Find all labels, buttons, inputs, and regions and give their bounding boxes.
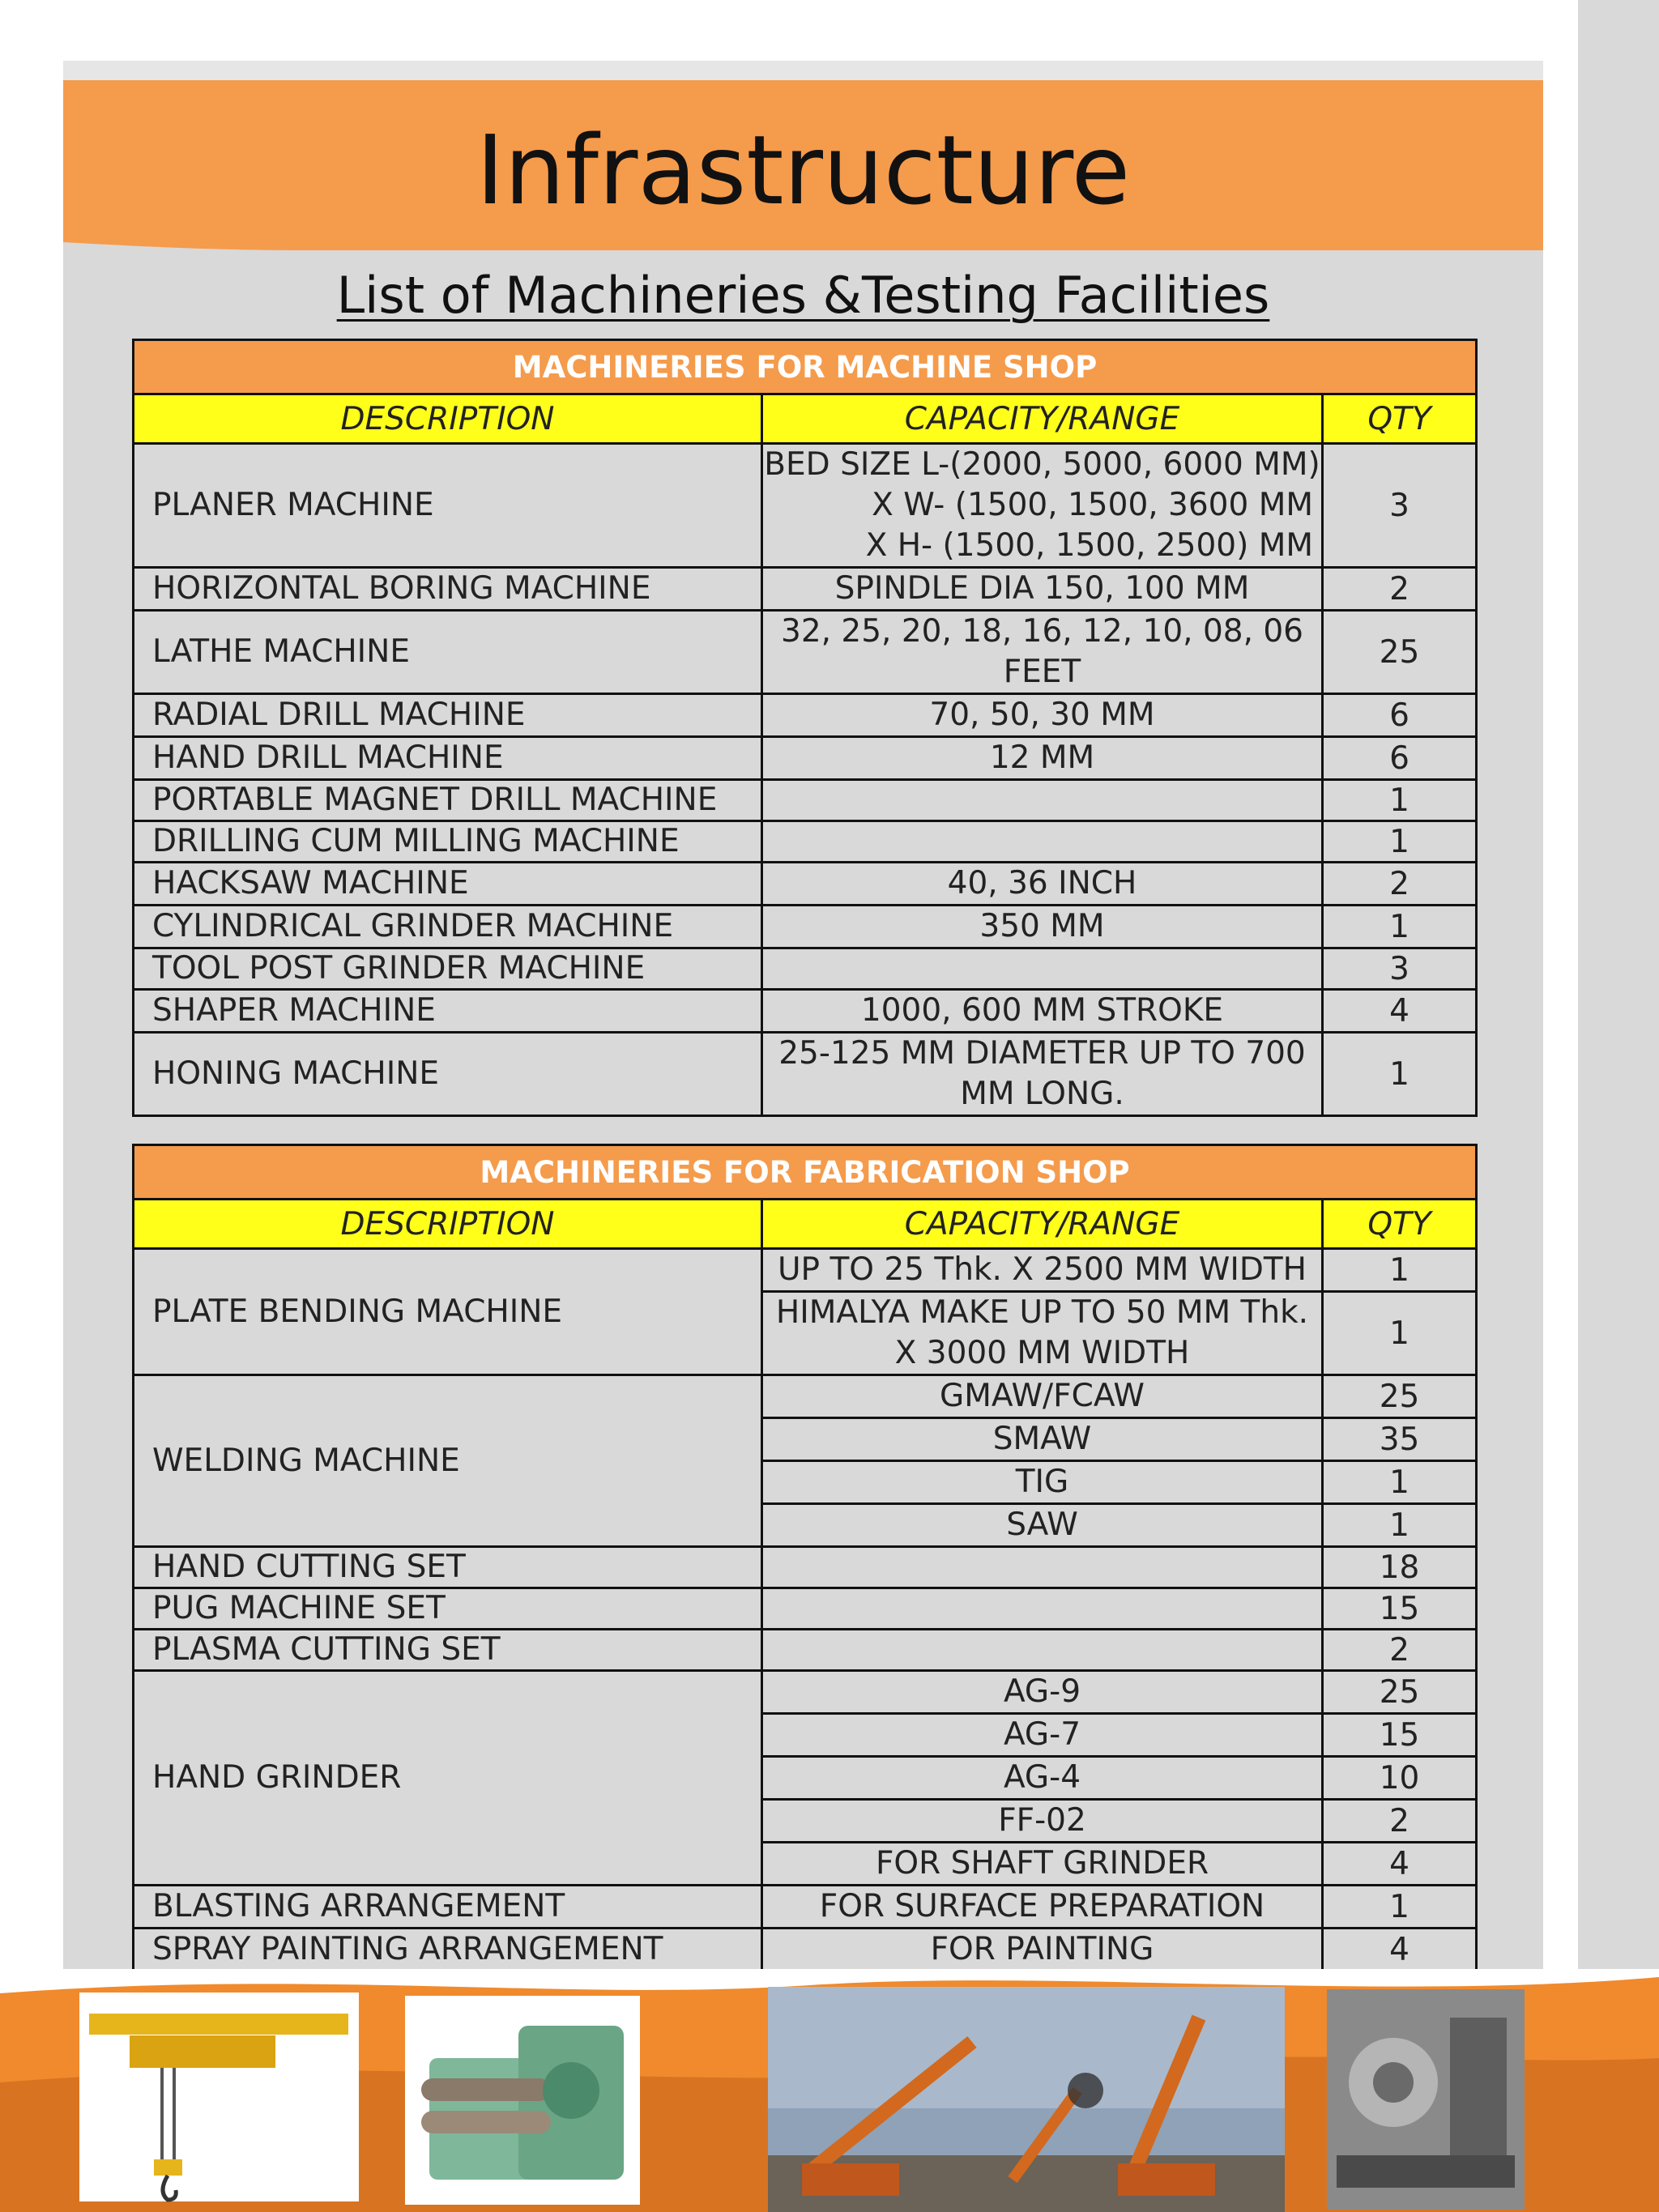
row-description: LATHE MACHINE — [134, 611, 762, 694]
table-row — [134, 444, 1477, 568]
row-qty: 2 — [1323, 568, 1477, 611]
row-description: SHAPER MACHINE — [134, 990, 762, 1033]
row-qty: 1 — [1323, 1033, 1477, 1116]
table-row — [134, 1588, 1477, 1630]
table-row — [134, 611, 1477, 694]
row-description: DRILLING CUM MILLING MACHINE — [134, 821, 762, 863]
row-capacity: GMAW/FCAW — [762, 1375, 1323, 1418]
row-qty: 1 — [1323, 821, 1477, 863]
row-qty: 10 — [1323, 1757, 1477, 1800]
row-description: TOOL POST GRINDER MACHINE — [134, 948, 762, 990]
table-row — [134, 906, 1477, 948]
photo-strip — [0, 1969, 1659, 2212]
row-qty: 1 — [1323, 1249, 1477, 1292]
row-capacity — [762, 1547, 1323, 1588]
column-header: DESCRIPTION — [134, 1200, 762, 1249]
row-qty: 1 — [1323, 780, 1477, 821]
table-row — [134, 1886, 1477, 1929]
row-capacity — [762, 1033, 1323, 1116]
row-description: HAND DRILL MACHINE — [134, 737, 762, 780]
table-row — [134, 780, 1477, 821]
capacity-line: X H- (1500, 1500, 2500) MM — [865, 527, 1313, 564]
row-qty: 2 — [1323, 1630, 1477, 1671]
row-capacity — [762, 611, 1323, 694]
row-description: PORTABLE MAGNET DRILL MACHINE — [134, 780, 762, 821]
row-capacity — [762, 948, 1323, 990]
row-description: RADIAL DRILL MACHINE — [134, 694, 762, 737]
row-description: PUG MACHINE SET — [134, 1588, 762, 1630]
column-header: CAPACITY/RANGE — [762, 394, 1323, 444]
table-row — [134, 568, 1477, 611]
row-description: PLATE BENDING MACHINE — [134, 1249, 762, 1375]
row-qty: 4 — [1323, 1929, 1477, 1971]
row-qty: 18 — [1323, 1547, 1477, 1588]
table-row — [134, 990, 1477, 1033]
row-description: BLASTING ARRANGEMENT — [134, 1886, 762, 1929]
row-description: PLASMA CUTTING SET — [134, 1630, 762, 1671]
top-band — [63, 61, 1543, 80]
row-capacity: 1000, 600 MM STROKE — [762, 990, 1323, 1033]
row-qty: 1 — [1323, 1292, 1477, 1375]
row-capacity — [762, 444, 1323, 568]
row-capacity: 350 MM — [762, 906, 1323, 948]
crane-hook-photo — [79, 1993, 359, 2201]
row-qty: 6 — [1323, 694, 1477, 737]
row-qty: 4 — [1323, 990, 1477, 1033]
section-heading: MACHINERIES FOR FABRICATION SHOP — [134, 1145, 1477, 1200]
page-title: Infrastructure — [476, 114, 1131, 226]
row-qty: 4 — [1323, 1843, 1477, 1886]
row-capacity: SMAW — [762, 1418, 1323, 1461]
row-qty: 6 — [1323, 737, 1477, 780]
row-description: HONING MACHINE — [134, 1033, 762, 1116]
row-description: HAND CUTTING SET — [134, 1547, 762, 1588]
table-row — [134, 821, 1477, 863]
table-row — [134, 694, 1477, 737]
row-capacity: AG-4 — [762, 1757, 1323, 1800]
row-qty: 25 — [1323, 1375, 1477, 1418]
row-capacity: UP TO 25 Thk. X 2500 MM WIDTH — [762, 1249, 1323, 1292]
table-row — [134, 1375, 1477, 1418]
row-description: HORIZONTAL BORING MACHINE — [134, 568, 762, 611]
row-description: WELDING MACHINE — [134, 1375, 762, 1547]
workshop-machine-photo — [1327, 1989, 1525, 2210]
row-capacity: AG-9 — [762, 1671, 1323, 1714]
row-qty: 15 — [1323, 1588, 1477, 1630]
row-capacity: 12 MM — [762, 737, 1323, 780]
page-subtitle: List of Machineries &Testing Facilities — [336, 266, 1270, 325]
table-row — [134, 1929, 1477, 1971]
row-description: HAND GRINDER — [134, 1671, 762, 1886]
row-capacity: SPINDLE DIA 150, 100 MM — [762, 568, 1323, 611]
row-description: SPRAY PAINTING ARRANGEMENT — [134, 1929, 762, 1971]
row-capacity: TIG — [762, 1461, 1323, 1504]
table-row — [134, 948, 1477, 990]
row-capacity — [762, 821, 1323, 863]
capacity-line: MM LONG. — [960, 1076, 1124, 1112]
capacity-line: X 3000 MM WIDTH — [894, 1335, 1190, 1371]
row-qty: 35 — [1323, 1418, 1477, 1461]
row-description: PLANER MACHINE — [134, 444, 762, 568]
table-row — [134, 1671, 1477, 1714]
row-qty: 2 — [1323, 863, 1477, 906]
row-qty: 25 — [1323, 1671, 1477, 1714]
row-capacity: AG-7 — [762, 1714, 1323, 1757]
capacity-line: HIMALYA MAKE UP TO 50 MM Thk. — [775, 1294, 1309, 1331]
row-qty: 1 — [1323, 906, 1477, 948]
column-header: CAPACITY/RANGE — [762, 1200, 1323, 1249]
row-qty: 3 — [1323, 444, 1477, 568]
capacity-line: 32, 25, 20, 18, 16, 12, 10, 08, 06 — [781, 613, 1303, 650]
row-capacity: FOR SURFACE PREPARATION — [762, 1886, 1323, 1929]
column-header: DESCRIPTION — [134, 394, 762, 444]
row-capacity — [762, 1588, 1323, 1630]
table-row — [134, 1547, 1477, 1588]
table-row — [134, 1630, 1477, 1671]
row-capacity: SAW — [762, 1504, 1323, 1547]
row-capacity — [762, 1630, 1323, 1671]
table-row — [134, 1249, 1477, 1292]
row-qty: 15 — [1323, 1714, 1477, 1757]
row-qty: 3 — [1323, 948, 1477, 990]
row-qty: 1 — [1323, 1886, 1477, 1929]
capacity-line: FEET — [1003, 654, 1081, 690]
mobile-cranes-photo — [768, 1987, 1285, 2212]
capacity-line: X W- (1500, 1500, 3600 MM — [872, 487, 1313, 523]
row-capacity: FF-02 — [762, 1800, 1323, 1843]
row-capacity: FOR PAINTING — [762, 1929, 1323, 1971]
row-qty: 1 — [1323, 1504, 1477, 1547]
table-row — [134, 737, 1477, 780]
table-row — [134, 863, 1477, 906]
capacity-line: BED SIZE L-(2000, 5000, 6000 MM) — [764, 446, 1320, 483]
row-capacity — [762, 1292, 1323, 1375]
row-qty: 2 — [1323, 1800, 1477, 1843]
row-description: CYLINDRICAL GRINDER MACHINE — [134, 906, 762, 948]
section-heading: MACHINERIES FOR MACHINE SHOP — [134, 340, 1477, 394]
row-capacity — [762, 780, 1323, 821]
row-capacity: FOR SHAFT GRINDER — [762, 1843, 1323, 1886]
table-row — [134, 1033, 1477, 1116]
capacity-line: 25-125 MM DIAMETER UP TO 700 — [778, 1035, 1306, 1072]
plate-bending-machine-photo — [405, 1996, 640, 2205]
row-description: HACKSAW MACHINE — [134, 863, 762, 906]
right-edge-strip — [1578, 0, 1659, 2212]
row-capacity: 70, 50, 30 MM — [762, 694, 1323, 737]
machine-shop-table — [132, 339, 1478, 1117]
fabrication-shop-table — [132, 1144, 1478, 1972]
row-qty: 25 — [1323, 611, 1477, 694]
row-qty: 1 — [1323, 1461, 1477, 1504]
row-capacity: 40, 36 INCH — [762, 863, 1323, 906]
column-header: QTY — [1323, 1200, 1477, 1249]
column-header: QTY — [1323, 394, 1477, 444]
